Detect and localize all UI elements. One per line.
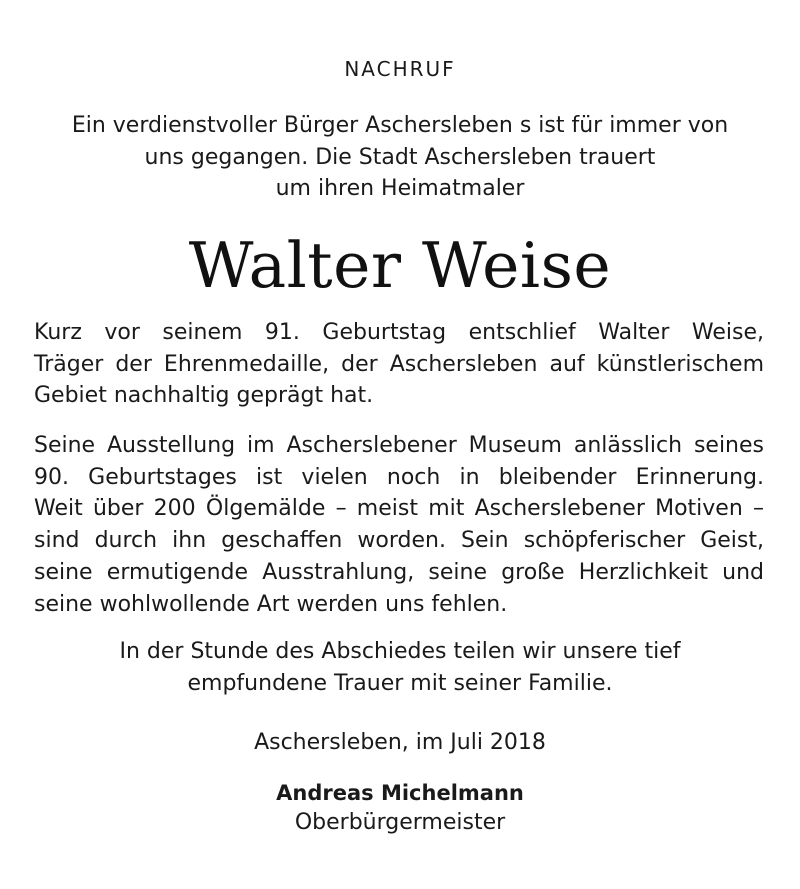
deceased-name: Walter Weise	[188, 229, 612, 302]
closing-line: In der Stunde des Abschiedes teilen wir unsere tief	[119, 639, 681, 664]
closing-text	[60, 636, 740, 700]
place-date: Aschersleben, im Juli 2018	[254, 730, 546, 755]
signer-role: Oberbürgermeister	[294, 810, 506, 835]
closing-line: empfundene Trauer mit seiner Familie.	[187, 671, 613, 696]
paragraph-line: Träger der Ehrenmedaille, der Aschersleben auf künstlerischem	[34, 351, 764, 377]
paragraph-line: seine ermutigende Ausstrahlung, seine große Herzlichkeit und	[34, 559, 764, 585]
intro-line: uns gegangen. Die Stadt Aschersleben trauert	[144, 144, 656, 170]
paragraph-line: seine wohlwollende Art werden uns fehlen.	[34, 591, 508, 617]
paragraph-line: sind durch ihn geschaffen worden. Sein schöpferischer Geist,	[34, 528, 764, 554]
notice-heading: NACHRUF	[344, 57, 456, 81]
paragraph-legacy	[34, 430, 764, 620]
paragraph-line: Gebiet nachhaltig geprägt hat.	[34, 383, 374, 409]
paragraph-line: Seine Ausstellung im Ascherslebener Museum anlässlich seines	[34, 433, 764, 458]
intro-text	[60, 110, 740, 205]
intro-line: um ihren Heimatmaler	[275, 176, 525, 201]
paragraph-line: 90. Geburtstages ist vielen noch in bleibender Erinnerung.	[34, 464, 764, 490]
paragraph-line: Weit über 200 Ölgemälde – meist mit Ascherslebener Motiven –	[34, 496, 764, 522]
signer-name: Andreas Michelmann	[276, 781, 524, 805]
paragraph-line: Kurz vor seinem 91. Geburtstag entschlief Walter Weise,	[34, 320, 764, 345]
paragraph-biography	[34, 317, 764, 412]
intro-line: Ein verdienstvoller Bürger Aschersleben s ist für immer von	[71, 113, 729, 138]
